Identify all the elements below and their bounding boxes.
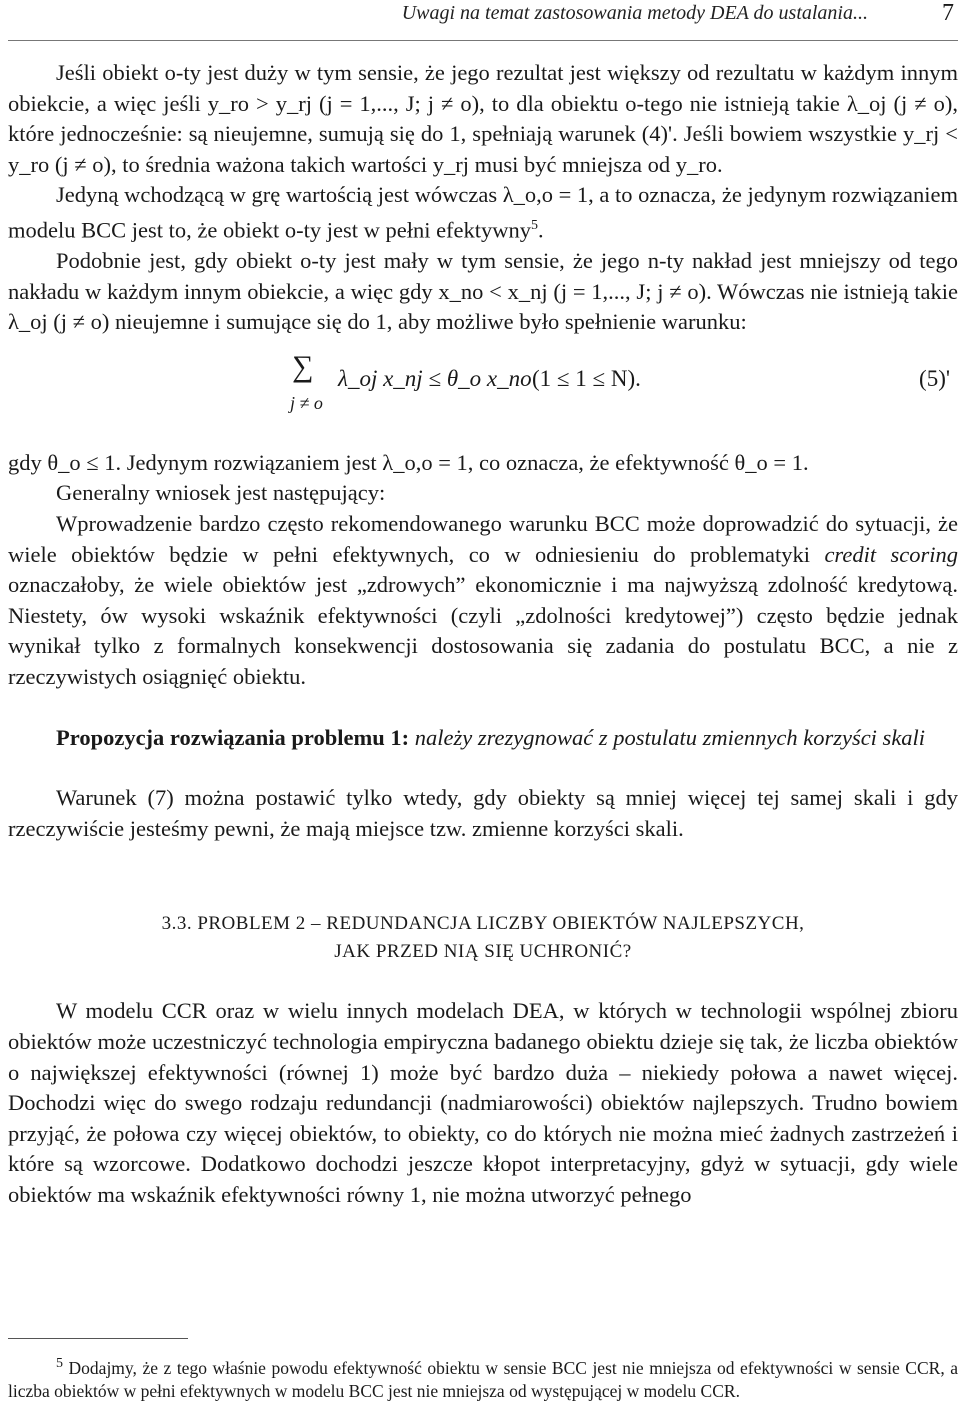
paragraph-large-object: Jeśli obiekt o-ty jest duży w tym sensie, że jego rezultat jest większy od rezultatu w każdym innym obiekcie, a więc jeśli y_ro > y_rj (j = 1,..., J; j ≠ o), to dla obiektu o-tego nie istnieją takie λ_oj (j ≠ o), które jednocześnie: są nieujemne, sumują się do 1, spełniają warunek (4)'. Jeśli bowiem wszystkie y_rj < y_ro (j ≠ o), to średnia ważona takich wartości y_rj musi być mniejsza od y_ro. (8, 60, 958, 177)
main-text (8, 58, 958, 1211)
conclusion-text-a: Wprowadzenie bardzo często rekomendowanego warunku BCC może doprowadzić do sytuacji, że wiele obiektów będzie w pełni efektywnych, co w odniesieniu do problematyki (8, 511, 958, 567)
equation-expression: λ_oj x_nj ≤ θ_o x_no (338, 365, 532, 391)
section-heading-line-2: JAK PRZED NIĄ SIĘ UCHRONIĆ? (334, 941, 632, 963)
equation-5-prime (8, 338, 958, 448)
footnote-paragraph (8, 1352, 958, 1403)
paragraph-redundancy: W modelu CCR oraz w wielu innych modelach DEA, w których w technologii wspólnej zbioru obiektów może uczestniczyć technologia empiryczna badanego obiektu dzieje się tak, że liczba obiektów o największej efektywności (równej 1) może być bardzo duża – niekiedy połowa a nawet więcej. Dochodzi więc do swego rodzaju redundancji (nadmiarowości) obiektów najlepszych. Trudno bowiem przyjąć, że połowa czy więcej obiektów, to obiekty, co do których nie można mieć żadnych zastrzeżeń i które są wzorcowe. Dodatkowo dochodzi jeszcze kłopot interpretacyjny, gdyż w sytuacji, gdy wiele obiektów ma wskaźnik efektywności równy 1, nie można utworzyć pełnego (8, 998, 958, 1207)
spacer (8, 753, 958, 783)
paragraph-general-conclusion (8, 509, 958, 693)
spacer (8, 693, 958, 723)
section-heading-3-3 (8, 910, 958, 966)
proposal-heading (8, 723, 958, 754)
sum-condition: j ≠ o (290, 392, 323, 413)
equation-range: (1 ≤ 1 ≤ N). (532, 365, 641, 391)
footnote-5 (8, 1352, 958, 1403)
spacer (8, 966, 958, 996)
running-title: Uwagi na temat zastosowania metody DEA do ustalania... (401, 2, 868, 24)
spacer (8, 844, 958, 910)
proposal-text: należy zrezygnować z postulatu zmiennych korzyści skali (409, 724, 926, 750)
footnote-mark: 5 (56, 1356, 63, 1371)
running-header (8, 0, 958, 41)
equation-number: (5)' (919, 365, 950, 391)
section-heading-line-1: 3.3. PROBLEM 2 – REDUNDANCJA LICZBY OBIEKTÓW NAJLEPSZYCH, (161, 913, 805, 935)
conclusion-text-b: oznaczałoby, że wiele obiektów jest „zdrowych” ekonomicznie i ma najwyższą zdolność kredytową. Niestety, ów wysoki wskaźnik efektywności (czyli „zdolności kredytowej”) często będzie jednak wynikał tylko z formalnych konsekwencji dostosowania się zadania do postulatu BCC, a nie z rzeczywistych osiągnięć obiektu. (8, 572, 958, 689)
proposal-label: Propozycja rozwiązania problemu 1: (56, 724, 410, 750)
sum-symbol: ∑ (292, 349, 314, 383)
paragraph-only-value: Jedyną wchodzącą w grę wartością jest wówczas λ_o,o = 1, a to oznacza, że jedynym rozwiązaniem modelu BCC jest to, że obiekt o-ty jest w pełni efektywny$^5$. (8, 182, 958, 243)
paragraph-condition-7: Warunek (7) można postawić tylko wtedy, gdy obiekty są mniej więcej tej samej skali i gdy rzeczywiście jesteśmy pewni, że mają miejsce tzw. zmienne korzyści skali. (8, 785, 958, 841)
paragraph-only-value-text: Jedyną wchodzącą w grę wartością jest wówczas λ_o,o = 1, a to oznacza, że jedynym rozwiązaniem modelu BCC jest to, że obiekt o-ty jest w pełni efektywny (8, 182, 958, 243)
footnote-text: Dodajmy, że z tego właśnie powodu efektywność obiektu w sensie BCC jest nie mniejsza od efektywności w sensie CCR, a liczba obiektów w pełni efektywnych w modelu BCC jest nie mniejsza od występującej w modelu CCR. (8, 1357, 958, 1401)
footnote-divider (8, 1338, 188, 1339)
page-number: 7 (942, 0, 954, 26)
credit-scoring-term: credit scoring (824, 541, 958, 567)
paragraph-general-conclusion-intro: Generalny wniosek jest następujący: (56, 480, 386, 506)
footnote-ref[interactable]: 5 (531, 217, 539, 233)
paragraph-theta-condition: gdy θ_o ≤ 1. Jedynym rozwiązaniem jest λ_o,o = 1, co oznacza, że efektywność θ_o = 1. (8, 449, 809, 475)
paragraph-small-object: Podobnie jest, gdy obiekt o-ty jest mały w tym sensie, że jego n-ty nakład jest mniejszy od tego nakładu w każdym innym obiekcie, a więc gdy x_no < x_nj (j = 1,..., J; j ≠ o). Wówczas nie istnieją takie λ_oj (j ≠ o) nieujemne i sumujące się do 1, aby możliwe było spełnienie warunku: (8, 248, 958, 335)
